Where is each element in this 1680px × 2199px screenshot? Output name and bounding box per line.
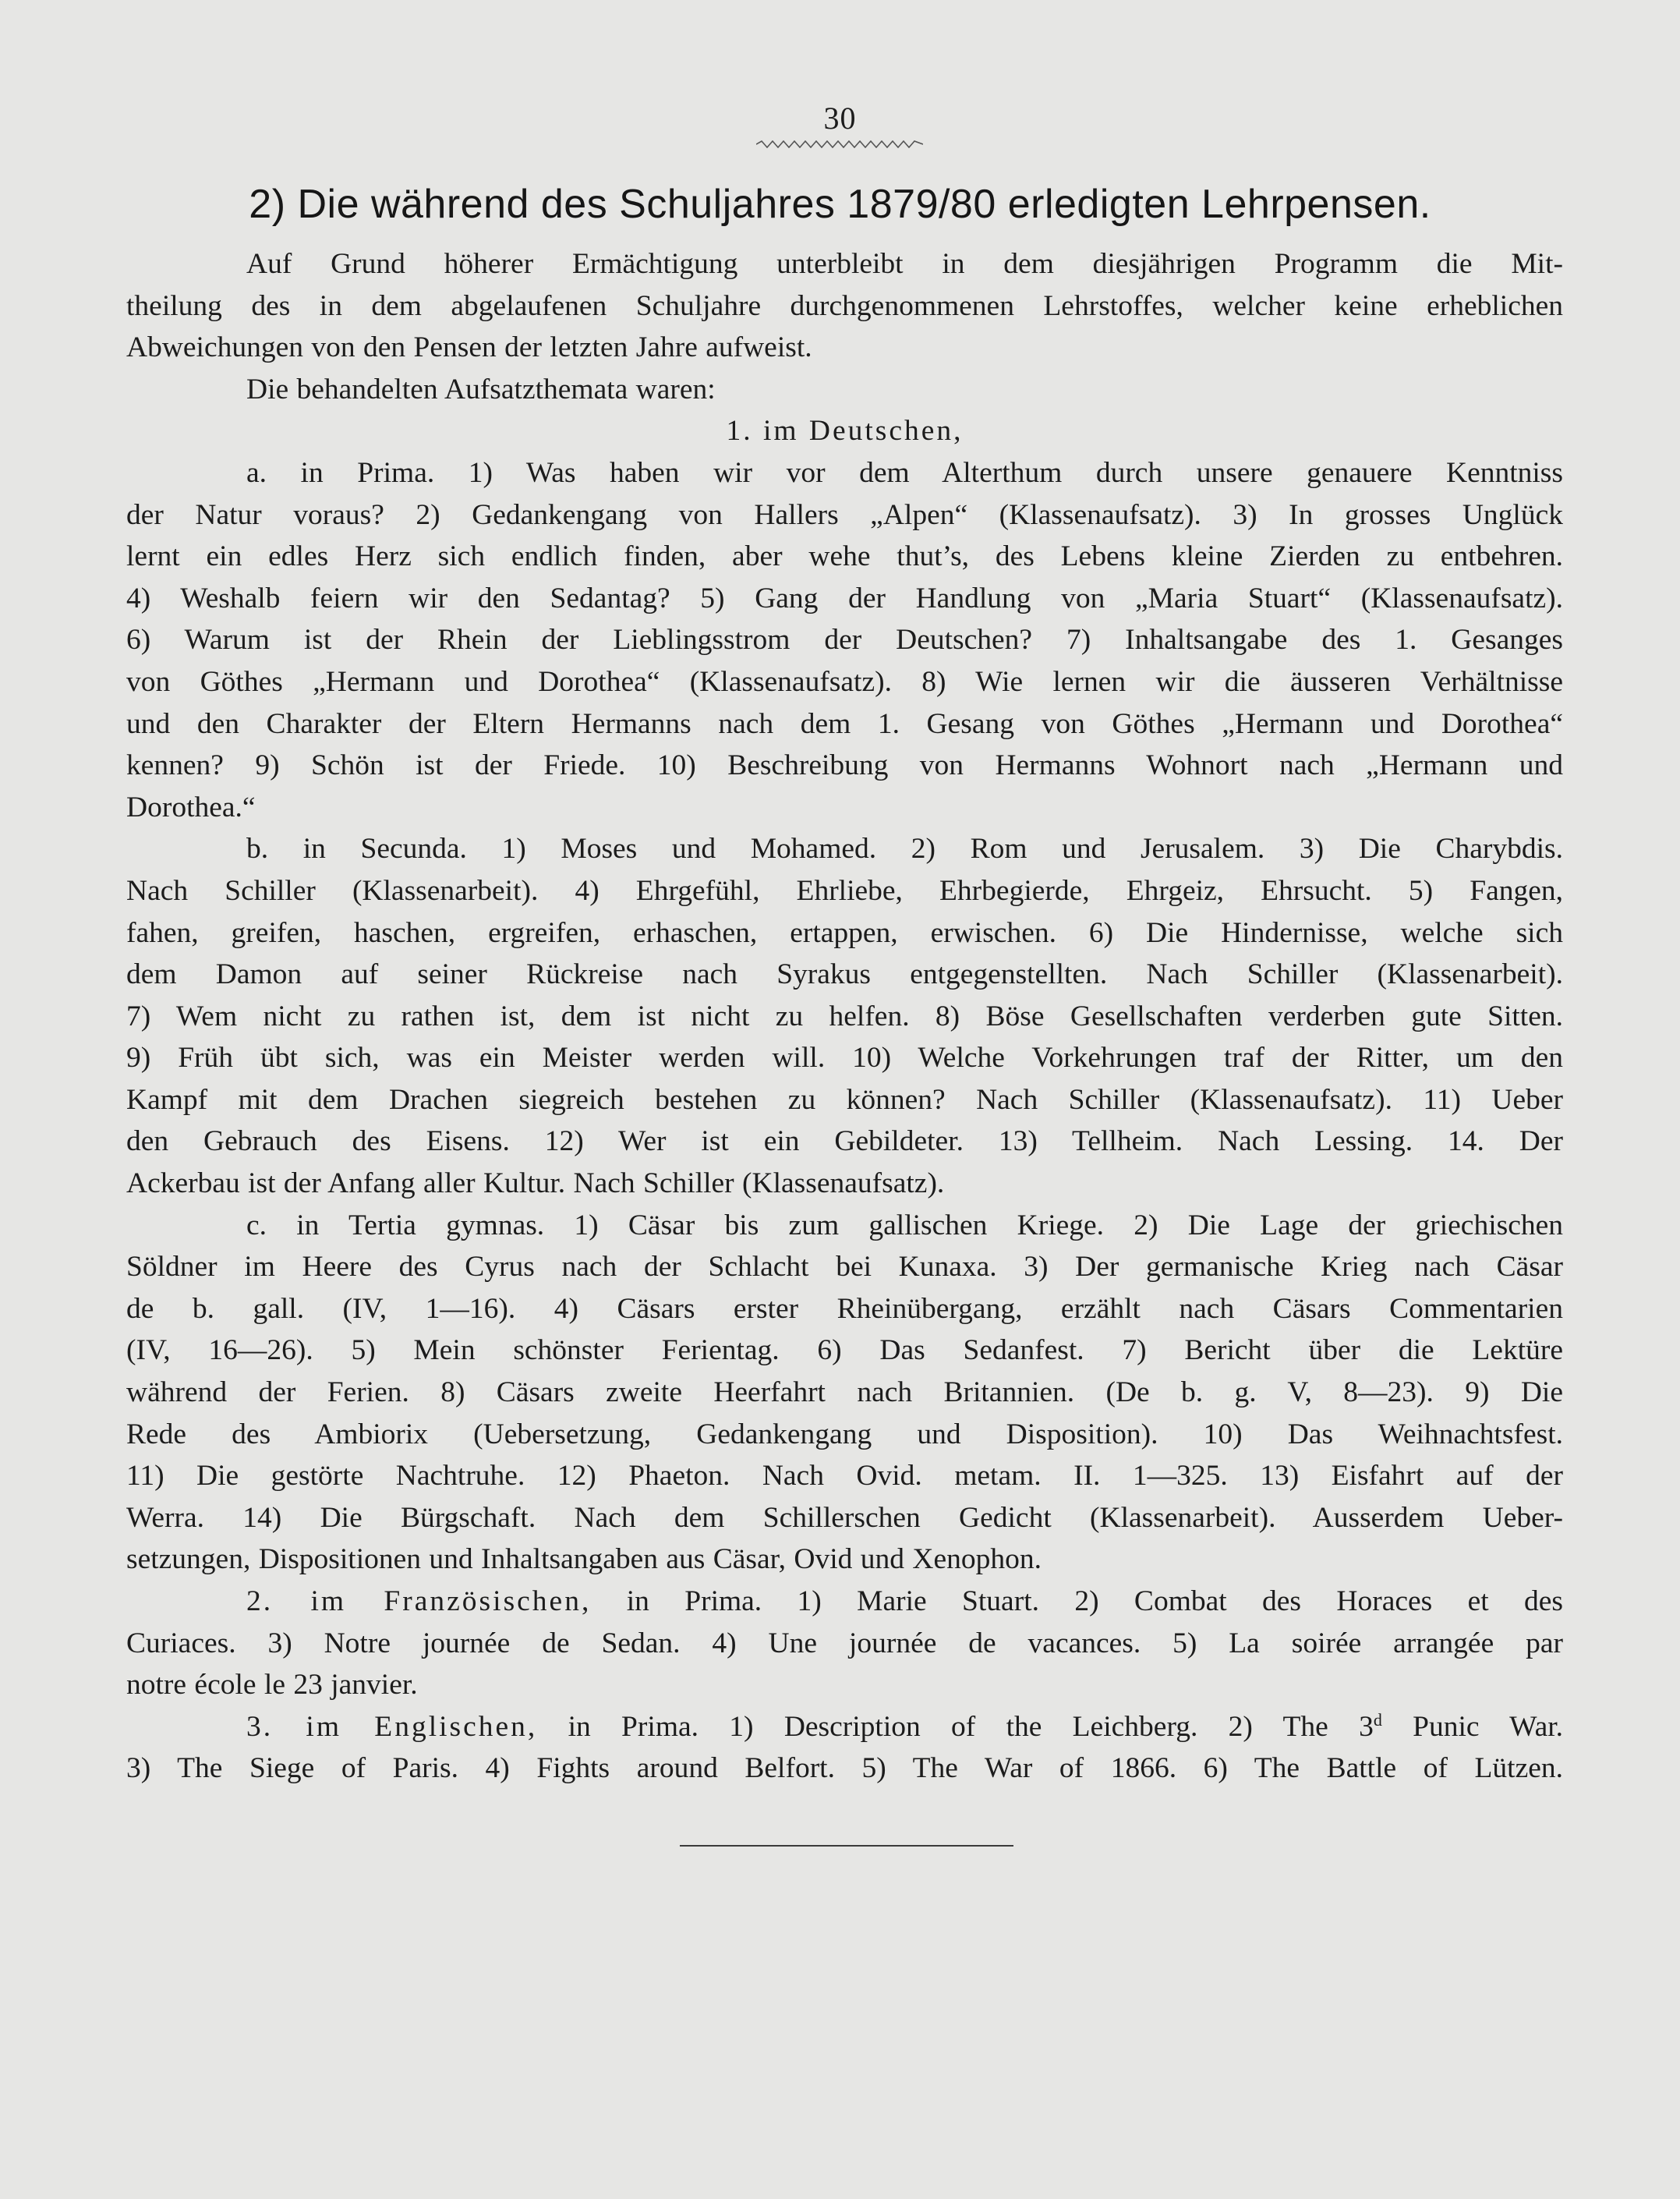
secunda-line: den Gebrauch des Eisens. 12) Wer ist ein Gebildeter. 13) Tellheim. Nach Lessing. 14. Der <box>126 1125 1563 1158</box>
tertia-line: während der Ferien. 8) Cäsars zweite Heerfahrt nach Britannien. (De b. g. V, 8—23). 9) Die <box>126 1376 1563 1409</box>
franzoesisch-line <box>126 1581 1563 1623</box>
prima-line: Dorothea.“ <box>126 791 256 823</box>
secunda-line: 9) Früh übt sich, was ein Meister werden will. 10) Welche Vorkehrungen traf der Ritter, um den <box>126 1042 1563 1075</box>
secunda-line: fahen, greifen, haschen, ergreifen, erhaschen, ertappen, erwischen. 6) Die Hindernisse, welche sich <box>126 916 1563 949</box>
ordinal-superscript: d <box>1373 1709 1382 1730</box>
franzoesisch-text: in Prima. 1) Marie Stuart. 2) Combat des Horaces et des <box>626 1585 1563 1617</box>
prima-line: 6) Warum ist der Rhein der Lieblingsstrom der Deutschen? 7) Inhaltsangabe des 1. Gesanges <box>126 624 1563 657</box>
englisch-text: in Prima. 1) Description of the Leichberg. 2) The 3 <box>568 1710 1374 1743</box>
footer-rule <box>680 1845 1013 1847</box>
secunda-line: Ackerbau ist der Anfang aller Kultur. Nach Schiller (Klassenaufsatz). <box>126 1167 945 1200</box>
tertia-line: (IV, 16—26). 5) Mein schönster Ferientag. 6) Das Sedanfest. 7) Bericht über die Lektüre <box>126 1334 1563 1367</box>
tertia-line: c. in Tertia gymnas. 1) Cäsar bis zum gallischen Kriege. 2) Die Lage der griechischen <box>246 1209 1563 1241</box>
secunda-line: Kampf mit dem Drachen siegreich bestehen zu können? Nach Schiller (Klassenaufsatz). 11) Ueber <box>126 1083 1563 1116</box>
prima-line: der Natur voraus? 2) Gedankengang von Hallers „Alpen“ (Klassenaufsatz). 3) In grosses Unglück <box>126 498 1563 531</box>
franzoesisch-line: notre école le 23 janvier. <box>126 1669 418 1701</box>
prima-line: a. in Prima. 1) Was haben wir vor dem Alterthum durch unsere genauere Kenntniss <box>246 456 1563 489</box>
deutsch-heading: 1. im Deutschen, <box>726 415 964 448</box>
prima-line: und den Charakter der Eltern Hermanns nach dem 1. Gesang von Göthes „Hermann und Dorothea“ <box>126 707 1563 740</box>
tertia-line: Rede des Ambiorix (Uebersetzung, Gedankengang und Disposition). 10) Das Weihnachtsfest. <box>126 1418 1563 1450</box>
tertia-line: de b. gall. (IV, 1—16). 4) Cäsars erster Rheinübergang, erzählt nach Cäsars Commentarien <box>126 1292 1563 1325</box>
intro-line: Auf Grund höherer Ermächtigung unterbleibt in dem diesjährigen Programm die Mit- <box>246 248 1563 280</box>
prima-line: kennen? 9) Schön ist der Friede. 10) Beschreibung von Hermanns Wohnort nach „Hermann und <box>126 749 1563 782</box>
secunda-line: Nach Schiller (Klassenarbeit). 4) Ehrgefühl, Ehrliebe, Ehrbegierde, Ehrgeiz, Ehrsucht. 5) Fangen, <box>126 874 1563 907</box>
tertia-line: 11) Die gestörte Nachtruhe. 12) Phaeton. Nach Ovid. metam. II. 1—325. 13) Eisfahrt auf der <box>126 1460 1563 1493</box>
page-number-ornament <box>756 140 923 148</box>
englisch-line <box>126 1706 1563 1748</box>
intro-line: Abweichungen von den Pensen der letzten Jahre aufweist. <box>126 331 812 364</box>
page-number: 30 <box>823 101 857 136</box>
prima-line: von Göthes „Hermann und Dorothea“ (Klassenaufsatz). 8) Wie lernen wir die äusseren Verhältnisse <box>126 665 1563 698</box>
franzoesisch-line: Curiaces. 3) Notre journée de Sedan. 4) Une journée de vacances. 5) La soirée arrangée par <box>126 1627 1563 1659</box>
document-body <box>126 243 1563 1790</box>
prima-line: 4) Weshalb feiern wir den Sedantag? 5) Gang der Handlung von „Maria Stuart“ (Klassenaufsatz). <box>126 582 1563 614</box>
tertia-line: Werra. 14) Die Bürgschaft. Nach dem Schillerschen Gedicht (Klassenarbeit). Ausserdem Ueber- <box>126 1501 1563 1534</box>
secunda-line: dem Damon auf seiner Rückreise nach Syrakus entgegenstellten. Nach Schiller (Klassenarbeit). <box>126 958 1563 991</box>
intro-line: theilung des in dem abgelaufenen Schuljahre durchgenommenen Lehrstoffes, welcher keine erheblichen <box>126 289 1563 322</box>
secunda-line: b. in Secunda. 1) Moses und Mohamed. 2) Rom und Jerusalem. 3) Die Charybdis. <box>246 833 1563 866</box>
secunda-line: 7) Wem nicht zu rathen ist, dem ist nicht zu helfen. 8) Böse Gesellschaften verderben gute Sitten. <box>126 1000 1563 1032</box>
prima-line: lernt ein edles Herz sich endlich finden, aber wehe thut’s, des Lebens kleine Zierden zu entbehren. <box>126 540 1563 573</box>
englisch-label: 3. im Englischen, <box>246 1710 538 1743</box>
englisch-text-end: Punic War. <box>1381 1710 1564 1743</box>
tertia-line: setzungen, Dispositionen und Inhaltsangaben aus Cäsar, Ovid und Xenophon. <box>126 1543 1042 1576</box>
section-heading: 2) Die während des Schuljahres 1879/80 erledigten Lehrpensen. <box>249 182 1431 227</box>
tertia-line: Söldner im Heere des Cyrus nach der Schlacht bei Kunaxa. 3) Der germanische Krieg nach Cäsar <box>126 1251 1563 1284</box>
englisch-line: 3) The Siege of Paris. 4) Fights around Belfort. 5) The War of 1866. 6) The Battle of Lützen. <box>126 1752 1563 1785</box>
franzoesisch-label: 2. im Französischen, <box>246 1585 592 1617</box>
themes-intro: Die behandelten Aufsatzthemata waren: <box>246 373 716 405</box>
